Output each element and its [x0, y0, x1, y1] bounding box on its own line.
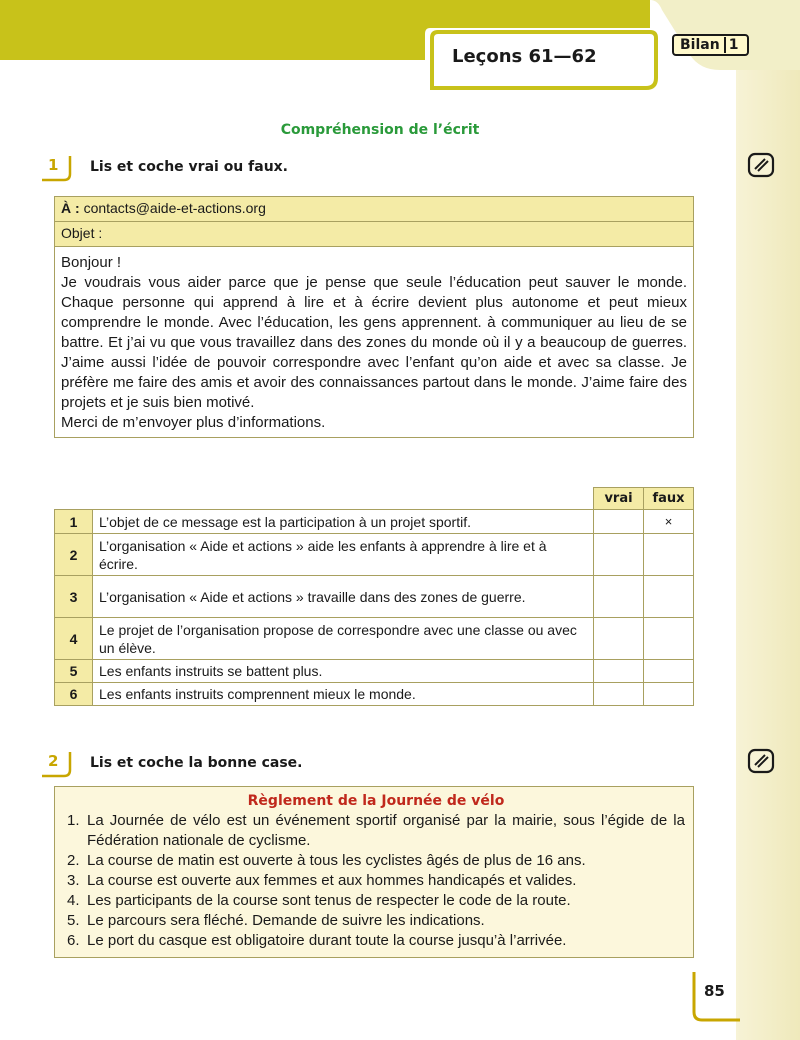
page-title: Leçons 61—62 [452, 46, 597, 67]
exercise-number-badge: 1 [40, 154, 70, 180]
vrai-checkbox[interactable] [594, 660, 644, 683]
email-to-label: À : [61, 200, 80, 216]
true-false-table [54, 487, 694, 706]
email-to-value: contacts@aide-et-actions.org [83, 200, 266, 216]
column-vrai: vrai [594, 488, 644, 510]
table-row [55, 683, 694, 706]
faux-checkbox[interactable] [644, 576, 694, 618]
bilan-number: 1 [724, 37, 742, 53]
exercise-2-title: Lis et coche la bonne case. [90, 755, 303, 771]
list-item: 1. La Journée de vélo est un événement sportif organisé par la mairie, sous l’égide de la Fédération nationale de cyclisme. [67, 812, 685, 849]
vrai-checkbox[interactable] [594, 618, 644, 660]
rules-list [67, 811, 685, 951]
email-subject-row [55, 222, 693, 247]
bilan-badge [672, 34, 749, 56]
row-number: 6 [55, 683, 93, 706]
table-row [55, 576, 694, 618]
vrai-checkbox[interactable] [594, 683, 644, 706]
section-title: Compréhension de l’écrit [280, 122, 480, 138]
email-greeting: Bonjour ! [61, 254, 122, 271]
row-statement: L’objet de ce message est la participation à un projet sportif. [93, 510, 594, 534]
table-header-row [55, 488, 694, 510]
page-number: 85 [690, 970, 742, 1024]
list-item: 4. Les participants de la course sont tenus de respecter le code de la route. [67, 892, 571, 909]
row-statement: Les enfants instruits comprennent mieux le monde. [93, 683, 594, 706]
vrai-checkbox[interactable] [594, 534, 644, 576]
faux-checkbox[interactable] [644, 618, 694, 660]
row-statement: L’organisation « Aide et actions » aide les enfants à apprendre à lire et à écrire. [93, 534, 594, 576]
column-faux: faux [644, 488, 694, 510]
table-row [55, 660, 694, 683]
vrai-checkbox[interactable] [594, 576, 644, 618]
table-row [55, 534, 694, 576]
workbook-icon [746, 150, 776, 180]
rules-box [54, 786, 694, 958]
table-row [55, 510, 694, 534]
email-body [55, 247, 693, 437]
list-item: 3. La course est ouverte aux femmes et aux hommes handicapés et valides. [67, 872, 577, 889]
row-number: 1 [55, 510, 93, 534]
row-statement: Les enfants instruits se battent plus. [93, 660, 594, 683]
row-statement: Le projet de l’organisation propose de correspondre avec une classe ou avec un élève. [93, 618, 594, 660]
workbook-icon [746, 746, 776, 776]
faux-checkbox[interactable] [644, 683, 694, 706]
bilan-label: Bilan [680, 37, 720, 53]
email-to-row [55, 197, 693, 222]
row-number: 4 [55, 618, 93, 660]
email-paragraph: Je voudrais vous aider parce que je pense que seule l’éducation peut sauver le monde. Chaque personne qui apprend à lire et à écrire devient plus autonome et peut mieux comprendre le monde. Avec l’éducation, les gens apprennent. à communiquer au lieu de se battre. Et j’ai vu que vous travaillez dans des zones du monde où il y a beaucoup de guerres. J’aime aussi l’idée de pouvoir correspondre avec l’enfant qu’on aide et avec sa classe. Je préfère me faire des amis et avoir des connaissances partout dans le monde. J’aime faire des projets et je suis bien motivé. [61, 274, 687, 411]
row-number: 2 [55, 534, 93, 576]
table-row [55, 618, 694, 660]
email-subject-label: Objet : [61, 225, 103, 241]
exercise-1-title: Lis et coche vrai ou faux. [90, 159, 289, 175]
list-item: 6. Le port du casque est obligatoire durant toute la course jusqu’à l’arrivée. [67, 932, 567, 949]
exercise-2-header [40, 750, 303, 776]
right-margin-band [736, 70, 800, 1040]
list-item: 2. La course de matin est ouverte à tous les cyclistes âgés de plus de 16 ans. [67, 852, 586, 869]
rules-title: Règlement de la Journée de vélo [247, 793, 505, 809]
list-item: 5. Le parcours sera fléché. Demande de suivre les indications. [67, 912, 485, 929]
vrai-checkbox[interactable] [594, 510, 644, 534]
exercise-1-header [40, 154, 288, 180]
exercise-number-badge: 2 [40, 750, 70, 776]
email-message [54, 196, 694, 438]
row-number: 5 [55, 660, 93, 683]
faux-checkbox[interactable] [644, 660, 694, 683]
faux-checkbox[interactable] [644, 534, 694, 576]
email-closing: Merci de m’envoyer plus d’informations. [61, 414, 326, 431]
row-statement: L’organisation « Aide et actions » travaille dans des zones de guerre. [93, 576, 594, 618]
row-number: 3 [55, 576, 93, 618]
faux-checkbox[interactable]: × [644, 510, 694, 534]
